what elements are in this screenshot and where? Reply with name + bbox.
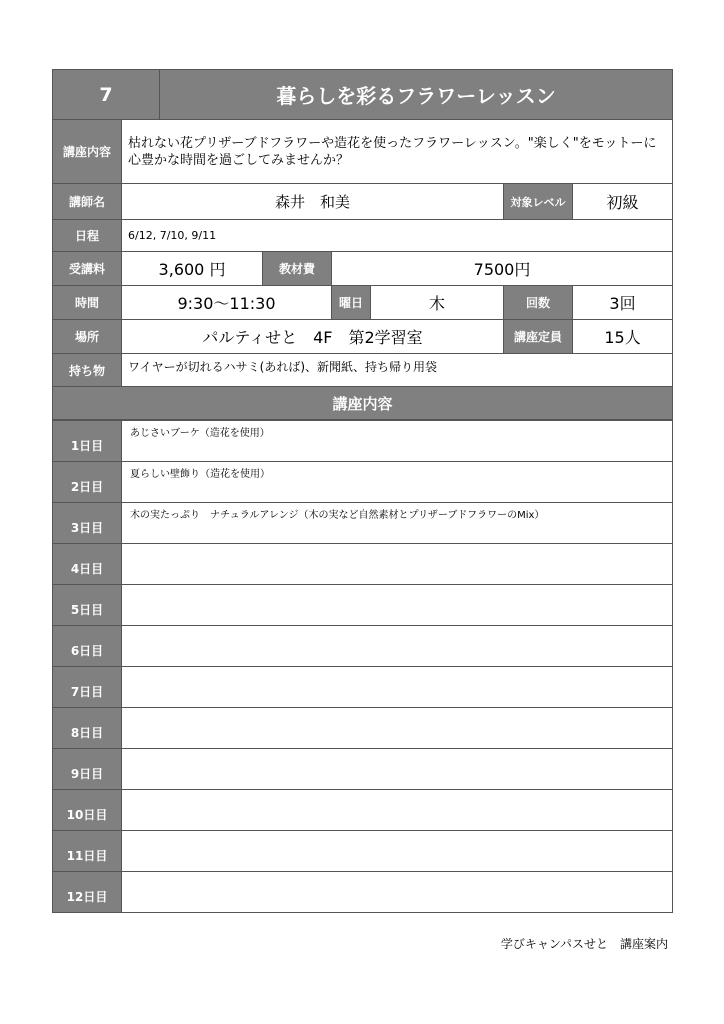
fee-value: 3,600 円 — [122, 252, 263, 286]
description-value: 枯れない花プリザーブドフラワーや造花を使ったフラワーレッスン。"楽しく"をモットーに心豊かな時間を過ごしてみませんか？ — [122, 120, 673, 184]
day-label: 12日目 — [53, 872, 122, 913]
day-label: 2日目 — [53, 462, 122, 503]
day-content: あじさいブーケ（造花を使用） — [122, 421, 673, 462]
description-label: 講座内容 — [53, 120, 122, 184]
day-content: 夏らしい壁飾り（造花を使用） — [122, 462, 673, 503]
day-row — [53, 749, 673, 790]
day-content — [122, 749, 673, 790]
footer-note: 学びキャンパスせと 講座案内 — [500, 937, 668, 951]
schedule-label: 日程 — [53, 220, 122, 252]
day-content — [122, 708, 673, 749]
course-sheet — [52, 69, 672, 913]
day-row — [53, 544, 673, 585]
level-label: 対象レベル — [504, 184, 573, 220]
day-content — [122, 831, 673, 872]
day-row — [53, 462, 673, 503]
day-row — [53, 585, 673, 626]
instructor-value: 森井 和美 — [122, 184, 504, 220]
time-label: 時間 — [53, 286, 122, 320]
weekday-value: 木 — [371, 286, 504, 320]
course-info-table — [52, 69, 673, 420]
count-value: 3回 — [573, 286, 673, 320]
day-content — [122, 872, 673, 913]
day-label: 7日目 — [53, 667, 122, 708]
day-label: 6日目 — [53, 626, 122, 667]
day-row — [53, 872, 673, 913]
day-label: 1日目 — [53, 421, 122, 462]
day-content — [122, 626, 673, 667]
instructor-label: 講師名 — [53, 184, 122, 220]
material-value: 7500円 — [332, 252, 673, 286]
day-label: 10日目 — [53, 790, 122, 831]
day-content: 木の実たっぷり ナチュラルアレンジ（木の実など自然素材とプリザーブドフラワーのMix） — [122, 503, 673, 544]
day-label: 8日目 — [53, 708, 122, 749]
day-row — [53, 708, 673, 749]
course-number: 7 — [53, 70, 160, 120]
day-content — [122, 544, 673, 585]
day-label: 9日目 — [53, 749, 122, 790]
weekday-label: 曜日 — [332, 286, 371, 320]
day-row — [53, 790, 673, 831]
day-row — [53, 831, 673, 872]
day-content — [122, 790, 673, 831]
day-table — [52, 420, 673, 913]
day-content — [122, 585, 673, 626]
capacity-label: 講座定員 — [504, 320, 573, 354]
section-heading: 講座内容 — [53, 387, 673, 420]
course-title: 暮らしを彩るフラワーレッスン — [160, 70, 673, 120]
day-label: 4日目 — [53, 544, 122, 585]
material-label: 教材費 — [263, 252, 332, 286]
day-label: 5日目 — [53, 585, 122, 626]
schedule-value: 6/12, 7/10, 9/11 — [122, 220, 673, 252]
day-label: 11日目 — [53, 831, 122, 872]
level-value: 初級 — [573, 184, 673, 220]
place-label: 場所 — [53, 320, 122, 354]
items-label: 持ち物 — [53, 354, 122, 387]
day-row — [53, 626, 673, 667]
fee-label: 受講料 — [53, 252, 122, 286]
items-value: ワイヤーが切れるハサミ(あれば)、新聞紙、持ち帰り用袋 — [122, 354, 673, 387]
day-row — [53, 667, 673, 708]
count-label: 回数 — [504, 286, 573, 320]
capacity-value: 15人 — [573, 320, 673, 354]
place-value: パルティせと 4F 第2学習室 — [122, 320, 504, 354]
day-content — [122, 667, 673, 708]
day-row — [53, 421, 673, 462]
day-row — [53, 503, 673, 544]
time-value: 9:30〜11:30 — [122, 286, 332, 320]
day-label: 3日目 — [53, 503, 122, 544]
